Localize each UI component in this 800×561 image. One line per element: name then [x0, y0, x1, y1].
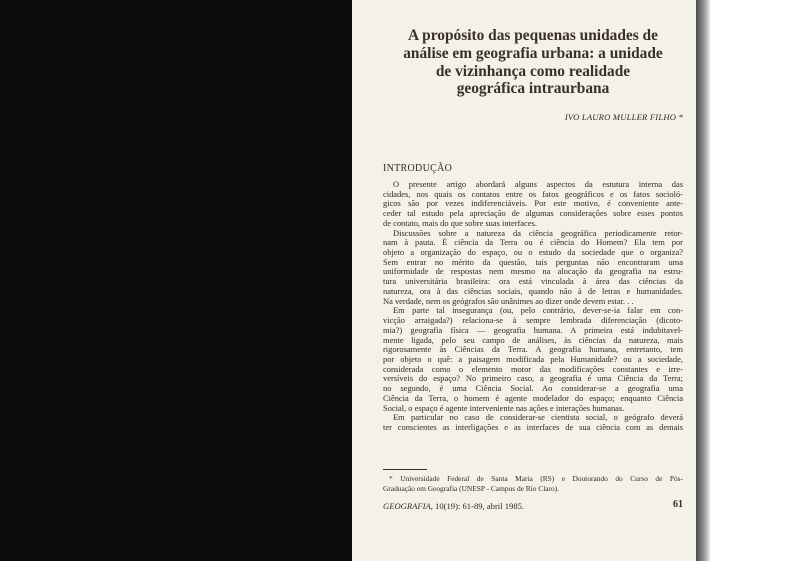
journal-name: GEOGRAFIA, [383, 501, 433, 511]
article-title [383, 27, 683, 98]
body-line: por objeto o quê: a paisagem modificada pela Humanidade? ou a sociedade, [383, 354, 683, 364]
title-line: geográfica intraurbana [456, 80, 610, 98]
body-line: cidades, nos quais os contatos entre os fatos geográficos e os fatos socioló- [383, 189, 683, 199]
journal-citation [383, 501, 524, 511]
citation-details: 10(19): 61-89, abril 1985. [432, 501, 525, 511]
title-line: análise em geografia urbana: a unidade [403, 44, 663, 62]
footnote-line: Graduação em Geografia (UNESP - Campus de Rio Claro). [383, 483, 560, 493]
body-line: considerada como o elemento motor das modificações constantes e irre- [383, 364, 683, 374]
body-line: gicos são por vezes indiferenciáveis. Por este motivo, é conveniente ante- [383, 199, 683, 209]
body-line: objeto a organização do espaço, ou o estudo da sociedade que o organiza? [383, 248, 683, 258]
body-line: Sem entrar no mérito da questão, tais perguntas não encontraram uma [383, 257, 683, 267]
title-line: A propósito das pequenas unidades de [408, 27, 658, 44]
body-line: Discussões sobre a natureza da ciência geográfica periodicamente retor- [393, 228, 683, 238]
footnote-line: * Universidade Federal de Santa Maria (RS) e Doutorando do Curso de Pós- [389, 474, 683, 483]
body-line: uniformidade de respostas nem mesmo na alocação da geografia na estru- [383, 267, 683, 277]
body-line: Na verdade, nem os geógrafos são unânimes ao dizer onde devem estar. . . [383, 296, 634, 306]
footnote-divider [383, 469, 427, 470]
body-line: versíveis do espaço? No primeiro caso, a geografia é uma Ciência da Terra; [383, 374, 683, 384]
body-line: Em particular no caso de considerar-se cientista social, o geógrafo deverá [393, 413, 683, 423]
body-line: Em parte tal insegurança (ou, pelo contrário, dever-se-ia falar em con- [393, 306, 683, 316]
body-line: mia?) geografia física — geografia humana. A primeira está indubitavel- [383, 325, 683, 335]
page-edge-shadow [696, 0, 710, 561]
body-line: natureza, ora à das ciências sociais, quando não à de letras e humanidades. [383, 286, 683, 296]
body-line: tura universitária brasileira: ora está vinculada à área das ciências da [383, 277, 683, 287]
body-line: ter conscientes as interligações e as interfaces de sua ciência com as demais [383, 422, 683, 432]
body-line: rigorosamente às Ciências da Terra. A geografia humana, entretanto, tem [383, 345, 683, 355]
body-line: Ciência da Terra, o homem é agente modelador do espaço; enquanto Ciência [383, 393, 683, 403]
body-line: vicção arraigada?) relaciona-se à sempre lembrada diferenciação (dicoto- [383, 316, 683, 326]
scan-background-left [0, 0, 352, 561]
body-line: mente ligada, pelo seu campo de análises, às ciências da natureza, mais [383, 335, 683, 345]
page-number: 61 [673, 499, 683, 510]
page-content [383, 0, 683, 561]
title-line: de vizinhança como realidade [435, 62, 631, 80]
body-line: ceder tal estudo pela apreciação de algumas considerações sobre esses pontos [383, 209, 683, 219]
body-text [383, 180, 683, 433]
footnote [383, 474, 683, 493]
section-heading: INTRODUÇÃO [383, 163, 453, 174]
body-line: Social, o espaço é agente interveniente nas ações e interações humanas. [383, 403, 625, 413]
body-line: de contato, mais do que sobre suas interfaces. [383, 218, 537, 228]
body-line: O presente artigo abordará alguns aspectos da estutura interna das [393, 180, 683, 189]
author-name: IVO LAURO MULLER FILHO * [564, 112, 683, 122]
body-line: no segundo, é uma Ciência Social. Ao considerar-se a geografia uma [383, 384, 683, 394]
body-line: nam à pauta. É ciência da Terra ou é ciência do Homem? Ela tem por [383, 238, 683, 248]
